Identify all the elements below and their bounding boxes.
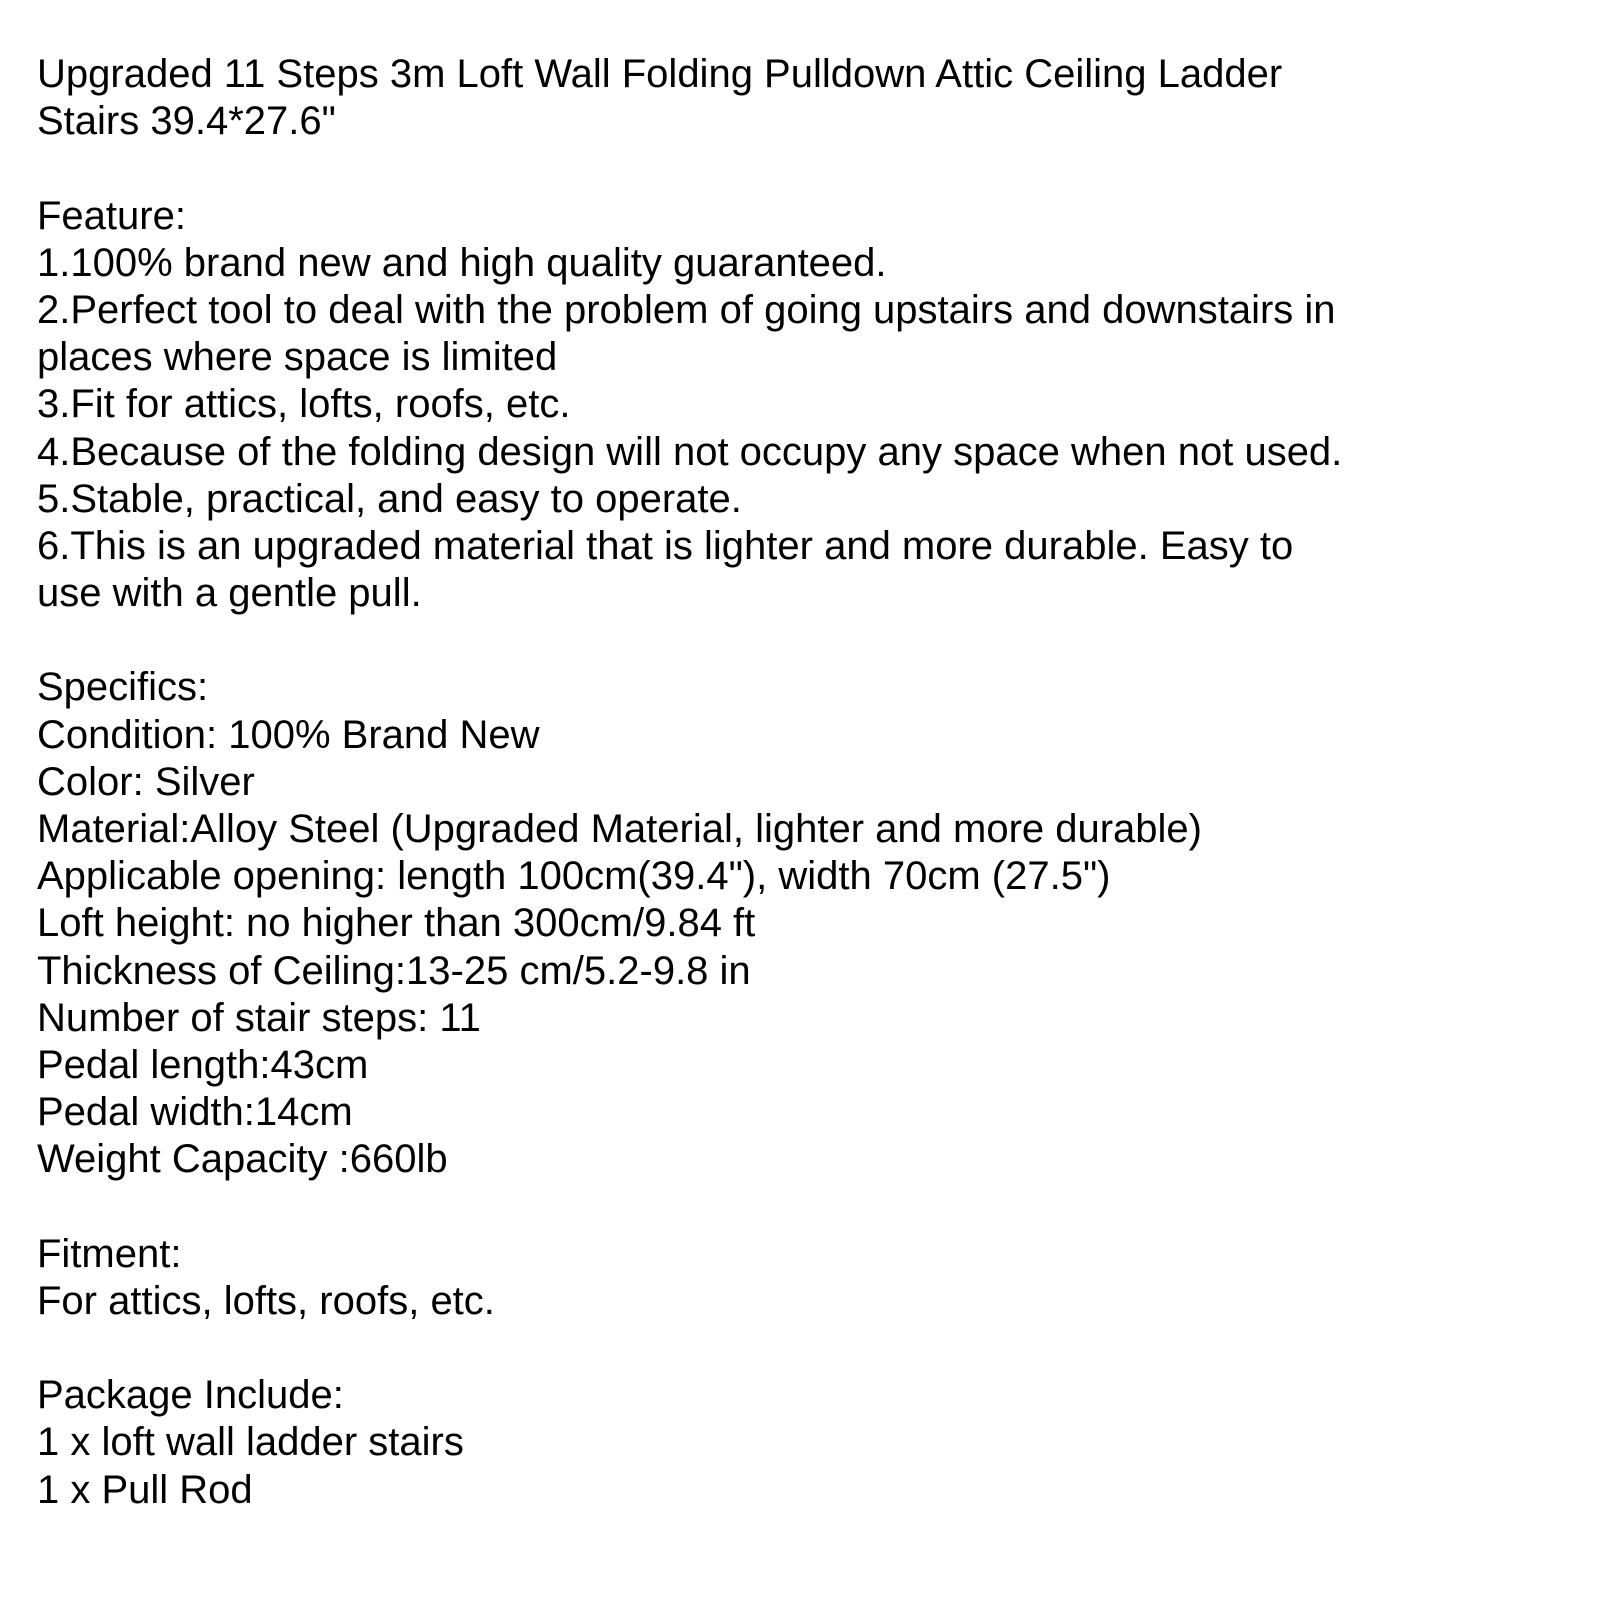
spec-line: Condition: 100% Brand New — [37, 712, 540, 757]
spec-line: Material:Alloy Steel (Upgraded Material, lighter and more durable) — [37, 807, 1202, 851]
package-line: 1 x loft wall ladder stairs — [37, 1420, 464, 1465]
spec-line: Pedal length:43cm — [37, 1042, 369, 1087]
fitment-heading: Fitment: — [37, 1231, 182, 1276]
spacer — [37, 1184, 1577, 1231]
feature-line: 4.Because of the folding design will not occupy any space when not used. — [37, 429, 1343, 474]
package-section — [37, 1372, 1577, 1514]
spec-line: Applicable opening: length 100cm(39.4"), width 70cm (27.5") — [37, 854, 1111, 899]
package-line: 1 x Pull Rod — [37, 1467, 253, 1512]
feature-line: 5.Stable, practical, and easy to operate. — [37, 476, 742, 521]
spec-line: Thickness of Ceiling:13-25 cm/5.2-9.8 in — [37, 948, 751, 993]
spacer — [37, 617, 1577, 664]
spacer — [37, 1325, 1577, 1372]
spec-line: Color: Silver — [37, 759, 255, 804]
specifics-section — [37, 664, 1577, 1183]
title-line: Stairs 39.4*27.6" — [37, 99, 336, 144]
spec-line: Weight Capacity :660lb — [37, 1137, 448, 1182]
specifics-heading: Specifics: — [37, 665, 209, 710]
title-line: Upgraded 11 Steps 3m Loft Wall Folding Pulldown Attic Ceiling Ladder — [37, 52, 1283, 96]
feature-line: places where space is limited — [37, 335, 558, 380]
fitment-section — [37, 1231, 1577, 1325]
package-heading: Package Include: — [37, 1373, 344, 1418]
product-description — [37, 51, 1577, 1514]
feature-line: 2.Perfect tool to deal with the problem of going upstairs and downstairs in — [37, 287, 1336, 332]
spec-line: Loft height: no higher than 300cm/9.84 ft — [37, 901, 756, 946]
feature-line: 6.This is an upgraded material that is lighter and more durable. Easy to — [37, 523, 1294, 568]
feature-line: 1.100% brand new and high quality guaranteed. — [37, 240, 887, 285]
feature-line: use with a gentle pull. — [37, 571, 422, 616]
spacer — [37, 145, 1577, 192]
spec-line: Pedal width:14cm — [37, 1090, 353, 1135]
feature-line: 3.Fit for attics, lofts, roofs, etc. — [37, 382, 571, 427]
feature-heading: Feature: — [37, 193, 186, 238]
title-block — [37, 51, 1577, 145]
spec-line: Number of stair steps: 11 — [37, 995, 481, 1040]
feature-section — [37, 193, 1577, 618]
fitment-line: For attics, lofts, roofs, etc. — [37, 1278, 495, 1323]
